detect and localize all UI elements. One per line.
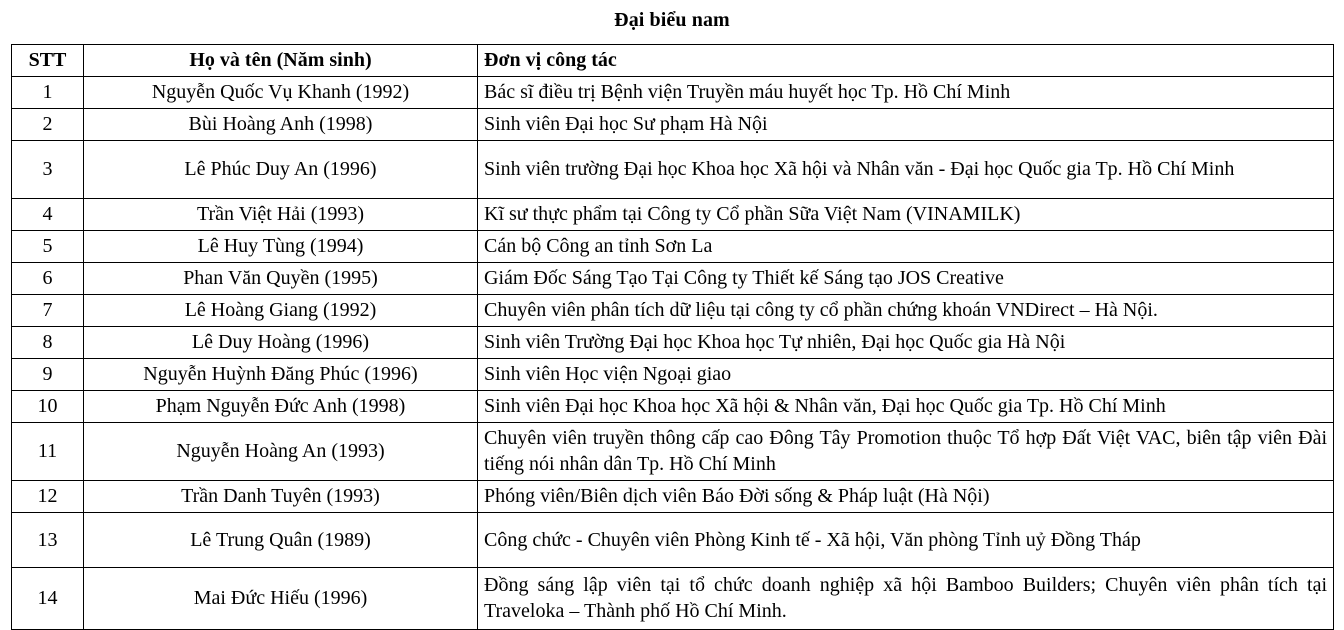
table-row — [12, 359, 1334, 391]
cell-org: Chuyên viên phân tích dữ liệu tại công ty cổ phần chứng khoán VNDirect – Hà Nội. — [478, 295, 1334, 327]
table-row — [12, 231, 1334, 263]
table-row — [12, 391, 1334, 423]
table-row — [12, 568, 1334, 630]
cell-stt: 10 — [12, 391, 84, 423]
page-title: Đại biểu nam — [614, 9, 730, 31]
cell-stt: 8 — [12, 327, 84, 359]
cell-name: Trần Việt Hải (1993) — [84, 199, 478, 231]
table-row — [12, 141, 1334, 199]
cell-org: Sinh viên Đại học Sư phạm Hà Nội — [478, 109, 1334, 141]
cell-stt: 1 — [12, 77, 84, 109]
delegates-table — [11, 44, 1334, 630]
cell-name: Phan Văn Quyền (1995) — [84, 263, 478, 295]
table-header — [12, 45, 1334, 77]
table-row — [12, 199, 1334, 231]
cell-stt: 5 — [12, 231, 84, 263]
table-row — [12, 481, 1334, 513]
cell-name: Lê Duy Hoàng (1996) — [84, 327, 478, 359]
cell-stt: 14 — [12, 568, 84, 630]
table-body — [12, 77, 1334, 630]
column-header-name: Họ và tên (Năm sinh) — [84, 45, 478, 77]
table-row — [12, 423, 1334, 481]
cell-stt: 12 — [12, 481, 84, 513]
cell-stt: 4 — [12, 199, 84, 231]
cell-name: Nguyễn Huỳnh Đăng Phúc (1996) — [84, 359, 478, 391]
cell-stt: 9 — [12, 359, 84, 391]
cell-stt: 7 — [12, 295, 84, 327]
cell-org: Cán bộ Công an tỉnh Sơn La — [478, 231, 1334, 263]
table-row — [12, 263, 1334, 295]
cell-name: Trần Danh Tuyên (1993) — [84, 481, 478, 513]
cell-org: Sinh viên Trường Đại học Khoa học Tự nhiên, Đại học Quốc gia Hà Nội — [478, 327, 1334, 359]
cell-stt: 2 — [12, 109, 84, 141]
cell-org: Công chức - Chuyên viên Phòng Kinh tế - Xã hội, Văn phòng Tỉnh uỷ Đồng Tháp — [478, 513, 1334, 568]
cell-name: Mai Đức Hiếu (1996) — [84, 568, 478, 630]
table-row — [12, 327, 1334, 359]
cell-name: Nguyễn Quốc Vụ Khanh (1992) — [84, 77, 478, 109]
cell-org: Sinh viên Đại học Khoa học Xã hội & Nhân văn, Đại học Quốc gia Tp. Hồ Chí Minh — [478, 391, 1334, 423]
table-row — [12, 295, 1334, 327]
cell-org: Sinh viên Học viện Ngoại giao — [478, 359, 1334, 391]
cell-stt: 3 — [12, 141, 84, 199]
cell-stt: 13 — [12, 513, 84, 568]
table-row — [12, 109, 1334, 141]
table-header-row — [12, 45, 1334, 77]
cell-org: Bác sĩ điều trị Bệnh viện Truyền máu huyết học Tp. Hồ Chí Minh — [478, 77, 1334, 109]
cell-name: Lê Huy Tùng (1994) — [84, 231, 478, 263]
cell-stt: 6 — [12, 263, 84, 295]
cell-org: Giám Đốc Sáng Tạo Tại Công ty Thiết kế Sáng tạo JOS Creative — [478, 263, 1334, 295]
cell-org: Chuyên viên truyền thông cấp cao Đông Tây Promotion thuộc Tổ hợp Đất Việt VAC, biên tập viên Đài tiếng nói nhân dân Tp. Hồ Chí Minh — [478, 423, 1334, 481]
cell-name: Phạm Nguyễn Đức Anh (1998) — [84, 391, 478, 423]
cell-name: Lê Phúc Duy An (1996) — [84, 141, 478, 199]
cell-org: Kĩ sư thực phẩm tại Công ty Cổ phần Sữa Việt Nam (VINAMILK) — [478, 199, 1334, 231]
table-row — [12, 77, 1334, 109]
column-header-org: Đơn vị công tác — [478, 45, 1334, 77]
cell-name: Lê Trung Quân (1989) — [84, 513, 478, 568]
cell-org: Phóng viên/Biên dịch viên Báo Đời sống & Pháp luật (Hà Nội) — [478, 481, 1334, 513]
cell-org: Sinh viên trường Đại học Khoa học Xã hội và Nhân văn - Đại học Quốc gia Tp. Hồ Chí Minh — [478, 141, 1334, 199]
cell-org: Đồng sáng lập viên tại tổ chức doanh nghiệp xã hội Bamboo Builders; Chuyên viên phân tích tại Traveloka – Thành phố Hồ Chí Minh. — [478, 568, 1334, 630]
table-container — [0, 44, 1344, 630]
column-header-stt: STT — [12, 45, 84, 77]
cell-stt: 11 — [12, 423, 84, 481]
cell-name: Bùi Hoàng Anh (1998) — [84, 109, 478, 141]
table-row — [12, 513, 1334, 568]
cell-name: Lê Hoàng Giang (1992) — [84, 295, 478, 327]
cell-name: Nguyễn Hoàng An (1993) — [84, 423, 478, 481]
